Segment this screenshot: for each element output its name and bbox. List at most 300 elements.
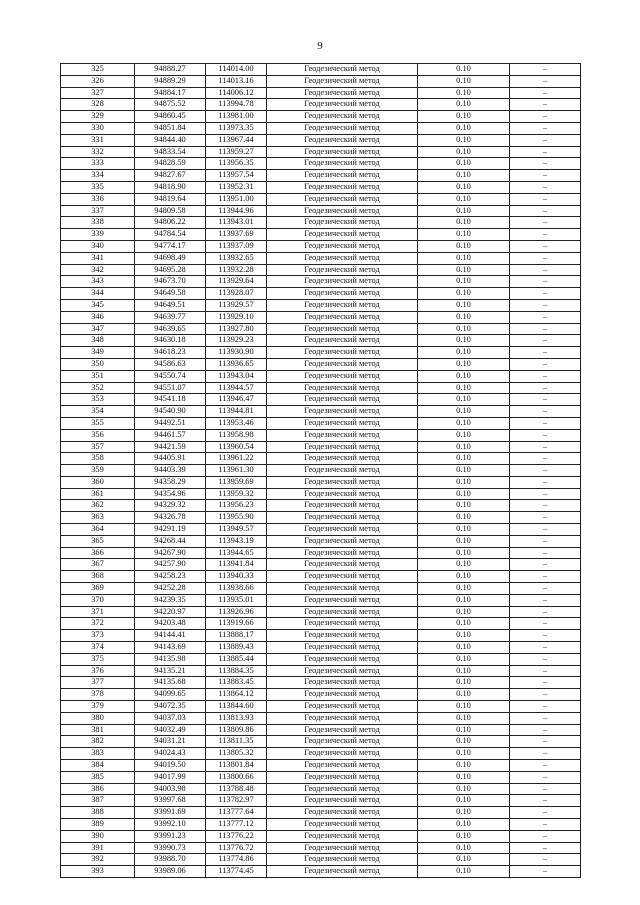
point-number-cell: 327 [61, 87, 135, 99]
accuracy-cell: 0.10 [418, 854, 510, 866]
method-cell: Геодезический метод [267, 795, 418, 807]
dash-cell: – [510, 594, 581, 606]
point-number-cell: 348 [61, 335, 135, 347]
table-row [61, 547, 581, 559]
dash-cell: – [510, 205, 581, 217]
y-coordinate-cell: 113935.01 [206, 594, 267, 606]
dash-cell: – [510, 299, 581, 311]
method-cell: Геодезический метод [267, 87, 418, 99]
dash-cell: – [510, 807, 581, 819]
dash-cell: – [510, 571, 581, 583]
method-cell: Геодезический метод [267, 146, 418, 158]
dash-cell: – [510, 335, 581, 347]
y-coordinate-cell: 113782.97 [206, 795, 267, 807]
accuracy-cell: 0.10 [418, 783, 510, 795]
point-number-cell: 375 [61, 653, 135, 665]
point-number-cell: 363 [61, 512, 135, 524]
dash-cell: – [510, 535, 581, 547]
x-coordinate-cell: 94203.48 [135, 618, 206, 630]
y-coordinate-cell: 113936.65 [206, 358, 267, 370]
method-cell: Геодезический метод [267, 712, 418, 724]
y-coordinate-cell: 113973.35 [206, 122, 267, 134]
accuracy-cell: 0.10 [418, 311, 510, 323]
x-coordinate-cell: 94258.23 [135, 571, 206, 583]
dash-cell: – [510, 217, 581, 229]
table-row [61, 217, 581, 229]
method-cell: Геодезический метод [267, 394, 418, 406]
table-row [61, 642, 581, 654]
dash-cell: – [510, 252, 581, 264]
point-number-cell: 332 [61, 146, 135, 158]
dash-cell: – [510, 500, 581, 512]
y-coordinate-cell: 113929.64 [206, 276, 267, 288]
method-cell: Геодезический метод [267, 500, 418, 512]
dash-cell: – [510, 606, 581, 618]
y-coordinate-cell: 113800.66 [206, 771, 267, 783]
y-coordinate-cell: 113994.78 [206, 99, 267, 111]
method-cell: Геодезический метод [267, 630, 418, 642]
method-cell: Геодезический метод [267, 276, 418, 288]
x-coordinate-cell: 94875.52 [135, 99, 206, 111]
table-row [61, 146, 581, 158]
x-coordinate-cell: 94017.99 [135, 771, 206, 783]
point-number-cell: 353 [61, 394, 135, 406]
accuracy-cell: 0.10 [418, 122, 510, 134]
table-row [61, 771, 581, 783]
point-number-cell: 378 [61, 689, 135, 701]
table-row [61, 653, 581, 665]
table-row [61, 299, 581, 311]
accuracy-cell: 0.10 [418, 512, 510, 524]
accuracy-cell: 0.10 [418, 665, 510, 677]
x-coordinate-cell: 94143.69 [135, 642, 206, 654]
dash-cell: – [510, 866, 581, 878]
x-coordinate-cell: 94326.78 [135, 512, 206, 524]
point-number-cell: 386 [61, 783, 135, 795]
accuracy-cell: 0.10 [418, 87, 510, 99]
y-coordinate-cell: 113943.01 [206, 217, 267, 229]
x-coordinate-cell: 94072.35 [135, 701, 206, 713]
table-row [61, 99, 581, 111]
dash-cell: – [510, 146, 581, 158]
x-coordinate-cell: 94550.74 [135, 370, 206, 382]
method-cell: Геодезический метод [267, 830, 418, 842]
table-row [61, 819, 581, 831]
point-number-cell: 381 [61, 724, 135, 736]
table-row [61, 122, 581, 134]
x-coordinate-cell: 94329.32 [135, 500, 206, 512]
method-cell: Геодезический метод [267, 488, 418, 500]
dash-cell: – [510, 347, 581, 359]
x-coordinate-cell: 94630.18 [135, 335, 206, 347]
table-row [61, 276, 581, 288]
point-number-cell: 338 [61, 217, 135, 229]
method-cell: Геодезический метод [267, 417, 418, 429]
x-coordinate-cell: 94809.58 [135, 205, 206, 217]
dash-cell: – [510, 512, 581, 524]
dash-cell: – [510, 724, 581, 736]
x-coordinate-cell: 94851.84 [135, 122, 206, 134]
x-coordinate-cell: 94220.97 [135, 606, 206, 618]
dash-cell: – [510, 524, 581, 536]
table-row [61, 571, 581, 583]
point-number-cell: 385 [61, 771, 135, 783]
point-number-cell: 355 [61, 417, 135, 429]
accuracy-cell: 0.10 [418, 630, 510, 642]
method-cell: Геодезический метод [267, 807, 418, 819]
accuracy-cell: 0.10 [418, 181, 510, 193]
dash-cell: – [510, 748, 581, 760]
point-number-cell: 369 [61, 583, 135, 595]
y-coordinate-cell: 114014.00 [206, 64, 267, 76]
method-cell: Геодезический метод [267, 158, 418, 170]
point-number-cell: 383 [61, 748, 135, 760]
method-cell: Геодезический метод [267, 689, 418, 701]
table-row [61, 181, 581, 193]
y-coordinate-cell: 113813.93 [206, 712, 267, 724]
accuracy-cell: 0.10 [418, 453, 510, 465]
accuracy-cell: 0.10 [418, 807, 510, 819]
y-coordinate-cell: 113943.04 [206, 370, 267, 382]
table-row [61, 465, 581, 477]
dash-cell: – [510, 819, 581, 831]
method-cell: Геодезический метод [267, 748, 418, 760]
accuracy-cell: 0.10 [418, 594, 510, 606]
table-row [61, 842, 581, 854]
table-row [61, 724, 581, 736]
point-number-cell: 343 [61, 276, 135, 288]
table-row [61, 170, 581, 182]
y-coordinate-cell: 113788.48 [206, 783, 267, 795]
y-coordinate-cell: 113959.32 [206, 488, 267, 500]
dash-cell: – [510, 382, 581, 394]
accuracy-cell: 0.10 [418, 642, 510, 654]
table-row [61, 240, 581, 252]
accuracy-cell: 0.10 [418, 252, 510, 264]
accuracy-cell: 0.10 [418, 229, 510, 241]
dash-cell: – [510, 783, 581, 795]
x-coordinate-cell: 94291.19 [135, 524, 206, 536]
point-number-cell: 384 [61, 760, 135, 772]
table-row [61, 689, 581, 701]
method-cell: Геодезический метод [267, 535, 418, 547]
method-cell: Геодезический метод [267, 736, 418, 748]
dash-cell: – [510, 701, 581, 713]
accuracy-cell: 0.10 [418, 701, 510, 713]
point-number-cell: 368 [61, 571, 135, 583]
y-coordinate-cell: 113959.69 [206, 476, 267, 488]
y-coordinate-cell: 113944.65 [206, 547, 267, 559]
table-row [61, 712, 581, 724]
method-cell: Геодезический метод [267, 193, 418, 205]
y-coordinate-cell: 113777.64 [206, 807, 267, 819]
x-coordinate-cell: 94135.68 [135, 677, 206, 689]
method-cell: Геодезический метод [267, 170, 418, 182]
x-coordinate-cell: 94698.49 [135, 252, 206, 264]
dash-cell: – [510, 689, 581, 701]
x-coordinate-cell: 94405.91 [135, 453, 206, 465]
x-coordinate-cell: 94806.22 [135, 217, 206, 229]
point-number-cell: 328 [61, 99, 135, 111]
table-row [61, 701, 581, 713]
x-coordinate-cell: 93988.70 [135, 854, 206, 866]
accuracy-cell: 0.10 [418, 712, 510, 724]
dash-cell: – [510, 134, 581, 146]
x-coordinate-cell: 94639.65 [135, 323, 206, 335]
y-coordinate-cell: 113938.66 [206, 583, 267, 595]
point-number-cell: 331 [61, 134, 135, 146]
x-coordinate-cell: 94784.54 [135, 229, 206, 241]
point-number-cell: 377 [61, 677, 135, 689]
y-coordinate-cell: 113926.96 [206, 606, 267, 618]
accuracy-cell: 0.10 [418, 866, 510, 878]
accuracy-cell: 0.10 [418, 217, 510, 229]
x-coordinate-cell: 94860.45 [135, 111, 206, 123]
x-coordinate-cell: 94358.29 [135, 476, 206, 488]
x-coordinate-cell: 94639.77 [135, 311, 206, 323]
x-coordinate-cell: 94833.54 [135, 146, 206, 158]
method-cell: Геодезический метод [267, 441, 418, 453]
x-coordinate-cell: 94673.70 [135, 276, 206, 288]
y-coordinate-cell: 113960.54 [206, 441, 267, 453]
point-number-cell: 326 [61, 75, 135, 87]
x-coordinate-cell: 94818.90 [135, 181, 206, 193]
accuracy-cell: 0.10 [418, 571, 510, 583]
y-coordinate-cell: 113811.35 [206, 736, 267, 748]
x-coordinate-cell: 93990.73 [135, 842, 206, 854]
dash-cell: – [510, 181, 581, 193]
table-row [61, 488, 581, 500]
accuracy-cell: 0.10 [418, 299, 510, 311]
table-row [61, 559, 581, 571]
table-row [61, 500, 581, 512]
coordinates-table-body [61, 64, 581, 878]
y-coordinate-cell: 113958.98 [206, 429, 267, 441]
method-cell: Геодезический метод [267, 323, 418, 335]
method-cell: Геодезический метод [267, 618, 418, 630]
x-coordinate-cell: 94888.27 [135, 64, 206, 76]
point-number-cell: 370 [61, 594, 135, 606]
method-cell: Геодезический метод [267, 677, 418, 689]
y-coordinate-cell: 113944.96 [206, 205, 267, 217]
method-cell: Геодезический метод [267, 299, 418, 311]
dash-cell: – [510, 559, 581, 571]
accuracy-cell: 0.10 [418, 205, 510, 217]
x-coordinate-cell: 94403.39 [135, 465, 206, 477]
x-coordinate-cell: 94267.90 [135, 547, 206, 559]
accuracy-cell: 0.10 [418, 429, 510, 441]
x-coordinate-cell: 94774.17 [135, 240, 206, 252]
x-coordinate-cell: 94032.49 [135, 724, 206, 736]
dash-cell: – [510, 465, 581, 477]
x-coordinate-cell: 94135.98 [135, 653, 206, 665]
accuracy-cell: 0.10 [418, 559, 510, 571]
point-number-cell: 366 [61, 547, 135, 559]
dash-cell: – [510, 417, 581, 429]
point-number-cell: 354 [61, 406, 135, 418]
y-coordinate-cell: 113953.46 [206, 417, 267, 429]
x-coordinate-cell: 94889.29 [135, 75, 206, 87]
accuracy-cell: 0.10 [418, 288, 510, 300]
point-number-cell: 373 [61, 630, 135, 642]
table-row [61, 665, 581, 677]
dash-cell: – [510, 406, 581, 418]
accuracy-cell: 0.10 [418, 724, 510, 736]
point-number-cell: 330 [61, 122, 135, 134]
point-number-cell: 329 [61, 111, 135, 123]
method-cell: Геодезический метод [267, 347, 418, 359]
x-coordinate-cell: 94551.07 [135, 382, 206, 394]
point-number-cell: 374 [61, 642, 135, 654]
y-coordinate-cell: 113944.81 [206, 406, 267, 418]
table-row [61, 75, 581, 87]
table-row [61, 441, 581, 453]
method-cell: Геодезический метод [267, 559, 418, 571]
point-number-cell: 392 [61, 854, 135, 866]
method-cell: Геодезический метод [267, 819, 418, 831]
accuracy-cell: 0.10 [418, 64, 510, 76]
point-number-cell: 347 [61, 323, 135, 335]
method-cell: Геодезический метод [267, 594, 418, 606]
point-number-cell: 339 [61, 229, 135, 241]
x-coordinate-cell: 93991.23 [135, 830, 206, 842]
table-row [61, 429, 581, 441]
x-coordinate-cell: 94649.58 [135, 288, 206, 300]
table-row [61, 417, 581, 429]
accuracy-cell: 0.10 [418, 158, 510, 170]
y-coordinate-cell: 113937.09 [206, 240, 267, 252]
y-coordinate-cell: 113929.23 [206, 335, 267, 347]
method-cell: Геодезический метод [267, 512, 418, 524]
accuracy-cell: 0.10 [418, 771, 510, 783]
accuracy-cell: 0.10 [418, 370, 510, 382]
accuracy-cell: 0.10 [418, 736, 510, 748]
accuracy-cell: 0.10 [418, 347, 510, 359]
dash-cell: – [510, 547, 581, 559]
y-coordinate-cell: 113919.66 [206, 618, 267, 630]
point-number-cell: 376 [61, 665, 135, 677]
dash-cell: – [510, 229, 581, 241]
method-cell: Геодезический метод [267, 240, 418, 252]
method-cell: Геодезический метод [267, 642, 418, 654]
dash-cell: – [510, 665, 581, 677]
method-cell: Геодезический метод [267, 760, 418, 772]
point-number-cell: 364 [61, 524, 135, 536]
accuracy-cell: 0.10 [418, 689, 510, 701]
y-coordinate-cell: 113956.23 [206, 500, 267, 512]
point-number-cell: 359 [61, 465, 135, 477]
method-cell: Геодезический метод [267, 205, 418, 217]
point-number-cell: 367 [61, 559, 135, 571]
accuracy-cell: 0.10 [418, 547, 510, 559]
table-row [61, 807, 581, 819]
point-number-cell: 341 [61, 252, 135, 264]
method-cell: Геодезический метод [267, 111, 418, 123]
point-number-cell: 391 [61, 842, 135, 854]
x-coordinate-cell: 94099.65 [135, 689, 206, 701]
accuracy-cell: 0.10 [418, 323, 510, 335]
x-coordinate-cell: 94421.59 [135, 441, 206, 453]
y-coordinate-cell: 113959.27 [206, 146, 267, 158]
point-number-cell: 361 [61, 488, 135, 500]
point-number-cell: 389 [61, 819, 135, 831]
y-coordinate-cell: 113940.33 [206, 571, 267, 583]
x-coordinate-cell: 94003.98 [135, 783, 206, 795]
x-coordinate-cell: 94695.28 [135, 264, 206, 276]
point-number-cell: 337 [61, 205, 135, 217]
method-cell: Геодезический метод [267, 181, 418, 193]
method-cell: Геодезический метод [267, 264, 418, 276]
y-coordinate-cell: 113967.44 [206, 134, 267, 146]
table-row [61, 630, 581, 642]
x-coordinate-cell: 94024.43 [135, 748, 206, 760]
accuracy-cell: 0.10 [418, 488, 510, 500]
table-row [61, 476, 581, 488]
y-coordinate-cell: 113961.22 [206, 453, 267, 465]
page-number: 9 [317, 40, 323, 52]
table-row [61, 335, 581, 347]
table-row [61, 783, 581, 795]
y-coordinate-cell: 113941.84 [206, 559, 267, 571]
y-coordinate-cell: 113952.31 [206, 181, 267, 193]
y-coordinate-cell: 113951.00 [206, 193, 267, 205]
x-coordinate-cell: 94144.41 [135, 630, 206, 642]
y-coordinate-cell: 113864.12 [206, 689, 267, 701]
method-cell: Геодезический метод [267, 406, 418, 418]
coordinates-table [60, 63, 581, 878]
table-row [61, 406, 581, 418]
dash-cell: – [510, 111, 581, 123]
accuracy-cell: 0.10 [418, 760, 510, 772]
x-coordinate-cell: 94618.23 [135, 347, 206, 359]
accuracy-cell: 0.10 [418, 842, 510, 854]
accuracy-cell: 0.10 [418, 406, 510, 418]
y-coordinate-cell: 113943.19 [206, 535, 267, 547]
x-coordinate-cell: 94649.51 [135, 299, 206, 311]
method-cell: Геодезический метод [267, 229, 418, 241]
dash-cell: – [510, 712, 581, 724]
method-cell: Геодезический метод [267, 335, 418, 347]
point-number-cell: 346 [61, 311, 135, 323]
method-cell: Геодезический метод [267, 854, 418, 866]
y-coordinate-cell: 113844.60 [206, 701, 267, 713]
accuracy-cell: 0.10 [418, 193, 510, 205]
x-coordinate-cell: 94268.44 [135, 535, 206, 547]
point-number-cell: 360 [61, 476, 135, 488]
dash-cell: – [510, 771, 581, 783]
y-coordinate-cell: 113932.28 [206, 264, 267, 276]
point-number-cell: 342 [61, 264, 135, 276]
y-coordinate-cell: 113930.90 [206, 347, 267, 359]
method-cell: Геодезический метод [267, 547, 418, 559]
table-row [61, 205, 581, 217]
x-coordinate-cell: 93989.06 [135, 866, 206, 878]
accuracy-cell: 0.10 [418, 500, 510, 512]
method-cell: Геодезический метод [267, 382, 418, 394]
y-coordinate-cell: 113929.10 [206, 311, 267, 323]
y-coordinate-cell: 113888.17 [206, 630, 267, 642]
y-coordinate-cell: 113885.44 [206, 653, 267, 665]
x-coordinate-cell: 94257.90 [135, 559, 206, 571]
x-coordinate-cell: 94844.40 [135, 134, 206, 146]
accuracy-cell: 0.10 [418, 264, 510, 276]
method-cell: Геодезический метод [267, 783, 418, 795]
point-number-cell: 334 [61, 170, 135, 182]
accuracy-cell: 0.10 [418, 653, 510, 665]
x-coordinate-cell: 94828.59 [135, 158, 206, 170]
table-row [61, 87, 581, 99]
dash-cell: – [510, 323, 581, 335]
